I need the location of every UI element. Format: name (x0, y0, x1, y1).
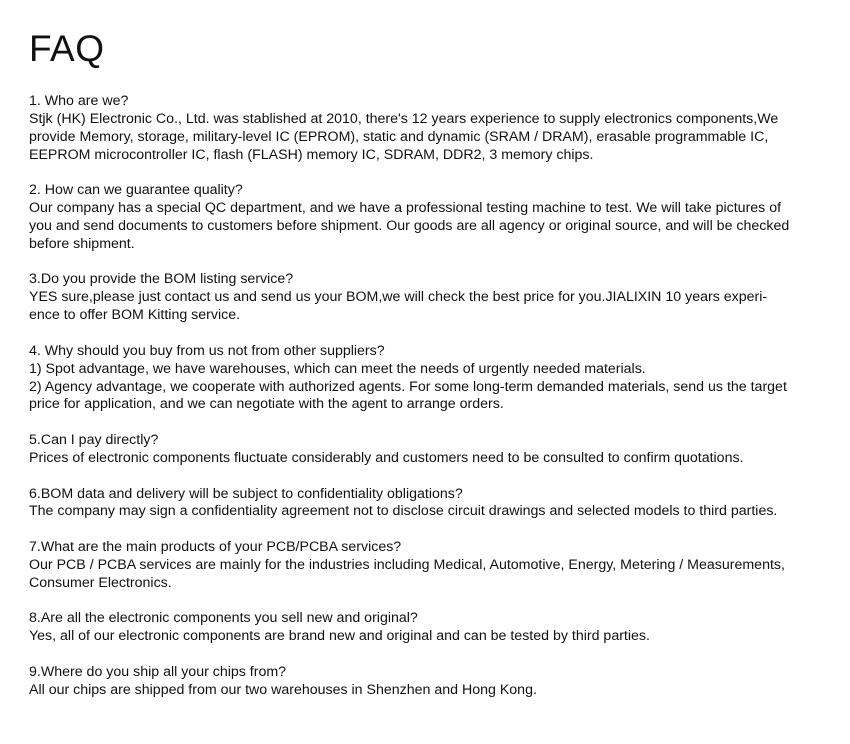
faq-item-6 (29, 486, 844, 522)
faq-answer-line: provide Memory, storage, military-level IC (EPROM), static and dynamic (SRAM / DRAM), erasable programmable IC, (29, 128, 769, 145)
faq-item-9 (29, 664, 844, 700)
faq-answer-line: All our chips are shipped from our two warehouses in Shenzhen and Hong Kong. (29, 681, 537, 698)
faq-answer-line: ence to offer BOM Kitting service. (29, 307, 241, 324)
faq-answer-line: price for application, and we can negotiate with the agent to arrange orders. (29, 396, 504, 413)
faq-question: 6.BOM data and delivery will be subject to confidentiality obligations? (29, 485, 463, 502)
faq-answer-line: Stjk (HK) Electronic Co., Ltd. was stablished at 2010, there's 12 years experience to supply electronics components,We (29, 110, 779, 127)
faq-item-8 (29, 610, 844, 646)
faq-item-2 (29, 182, 844, 253)
faq-answer-line: YES sure,please just contact us and send us your BOM,we will check the best price for you.JIALIXIN 10 years experi- (29, 289, 768, 306)
faq-question: 3.Do you provide the BOM listing service? (29, 271, 294, 288)
faq-item-7 (29, 539, 844, 593)
faq-answer-line: Consumer Electronics. (29, 574, 172, 591)
faq-answer-line: 2) Agency advantage, we cooperate with authorized agents. For some long-term demanded materials, send us the target (29, 378, 787, 395)
faq-item-4 (29, 343, 844, 414)
faq-answer-line: Yes, all of our electronic components are brand new and original and can be tested by third parties. (29, 628, 650, 645)
faq-answer-line: 1) Spot advantage, we have warehouses, which can meet the needs of urgently needed materials. (29, 360, 646, 377)
faq-answer-line: EEPROM microcontroller IC, flash (FLASH) memory IC, SDRAM, DDR2, 3 memory chips. (29, 146, 594, 163)
faq-item-3 (29, 271, 844, 325)
faq-answer-line: you and send documents to customers before shipment. Our goods are all agency or original source, and will be checked (29, 217, 790, 234)
faq-answer-line: Our company has a special QC department, and we have a professional testing machine to test. We will take pictures of (29, 200, 782, 217)
page-title: FAQ (29, 28, 105, 69)
faq-question: 1. Who are we? (29, 93, 129, 109)
faq-list (29, 93, 844, 718)
faq-answer-line: Prices of electronic components fluctuate considerably and customers need to be consulted to confirm quotations. (29, 449, 744, 466)
faq-answer-line: The company may sign a confidentiality agreement not to disclose circuit drawings and selected models to third parties. (29, 503, 778, 520)
faq-item-1 (29, 93, 844, 164)
faq-item-5 (29, 432, 844, 468)
faq-question: 2. How can we guarantee quality? (29, 182, 243, 199)
faq-question: 9.Where do you ship all your chips from? (29, 664, 287, 680)
faq-question: 5.Can I pay directly? (29, 432, 159, 449)
faq-question: 7.What are the main products of your PCB/PCBA services? (29, 539, 402, 556)
faq-answer-line: before shipment. (29, 235, 135, 252)
faq-question: 8.Are all the electronic components you sell new and original? (29, 610, 418, 627)
faq-question: 4. Why should you buy from us not from other suppliers? (29, 342, 385, 359)
faq-answer-line: Our PCB / PCBA services are mainly for the industries including Medical, Automotive, Energy, Metering / Measurements, (29, 556, 785, 573)
